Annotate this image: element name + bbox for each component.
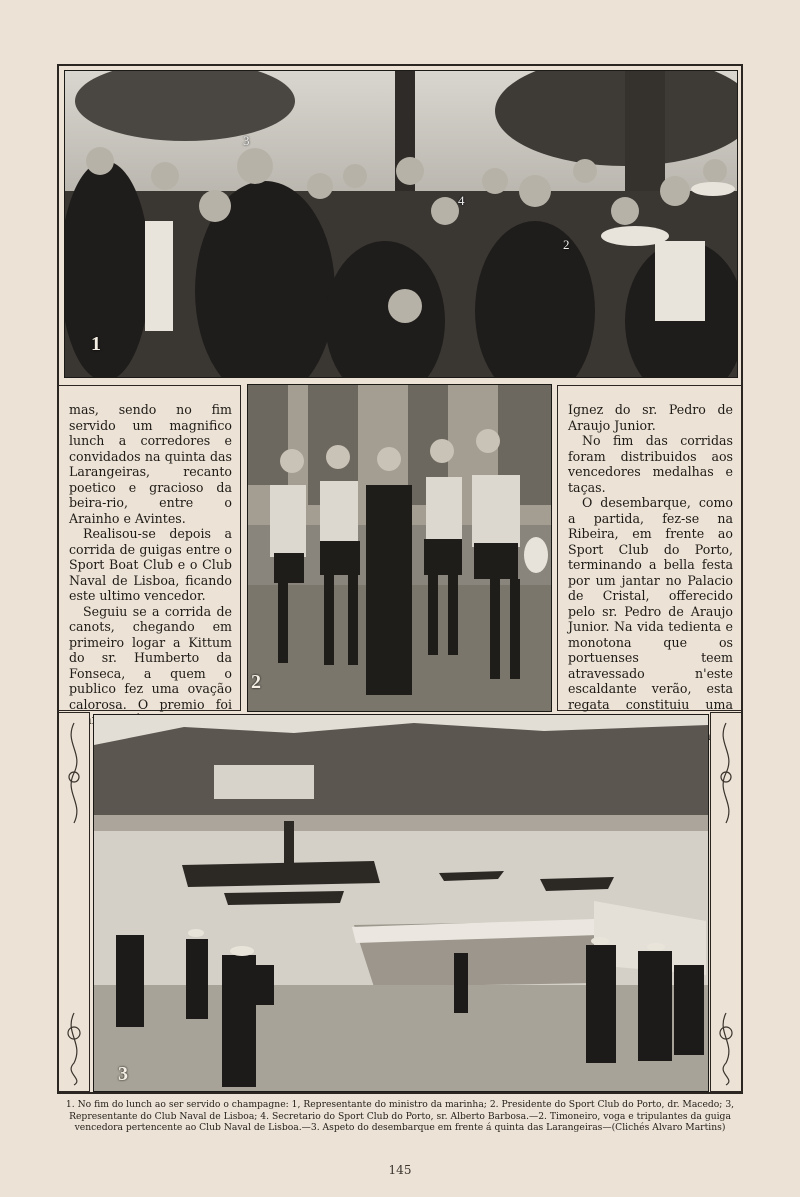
photo-caption: 1. No fim do lunch ao ser servido o champagne: 1, Representante do ministro da marinha; 2. Presidente do Sport Club do Porto, dr. Macedo; 3, Representante do Club Naval de Lisboa; 4. Secretario do Sport Club do Porto, sr. Alberto Barbosa.—2. Timoneiro, voga e tripulantes da guiga vencedora pertencente ao Club Naval de Lisboa.—3. Aspeto do desembarque em frente á quinta das Larangeiras—(Clichés Alvaro Martins) — [65, 1099, 735, 1133]
photo-landing-scene — [93, 714, 709, 1092]
ornament-right — [710, 712, 742, 1092]
photo-number-3: 3 — [118, 1063, 128, 1085]
photo-number-2: 2 — [251, 671, 261, 693]
paragraph: O desembarque, como a partida, fez-se na Ribeira, em frente ao Sport Club do Porto, terminando a bella festa por um jantar no Palacio de Cristal, offerecido pelo sr. Pedro de Araujo Junior. Na vida tedienta e monotona que os portuenses teem atravessado n'este escaldante verão, esta regata constituiu uma — [568, 495, 733, 712]
label-4: 4 — [458, 193, 465, 208]
photo-number-1: 1 — [91, 333, 101, 355]
paragraph: Ignez do sr. Pedro de Araujo Junior. — [568, 402, 733, 433]
paragraph: Seguiu se a corrida de canots, chegando em primeiro logar a Kittum do sr. Humberto da Fonseca, a quem o publico fez uma ovação calorosa. O premio foi — [69, 603, 232, 712]
label-3: 3 — [243, 133, 250, 148]
photo-lunch-crowd — [64, 70, 738, 378]
ornament-left — [58, 712, 90, 1092]
text-column-right — [557, 385, 742, 711]
label-2: 2 — [563, 237, 570, 252]
photo-rowing-crew — [247, 384, 552, 712]
paragraph: Realisou-se depois a corrida de guigas entre o Sport Boat Club e o Club Naval de Lisboa, ficando este ultimo vencedor. — [69, 526, 232, 603]
page-number: 145 — [388, 1163, 412, 1177]
text-column-left — [58, 385, 241, 711]
paragraph: No fim das corridas foram distribuidos aos vencedores medalhas e taças. — [568, 433, 733, 495]
paragraph: mas, sendo no fim servido um magnifico lunch a corredores e convidados na quinta das Larangeiras, recanto poetico e gracioso da beira-rio, entre o Arainho e Avintes. — [69, 402, 232, 526]
